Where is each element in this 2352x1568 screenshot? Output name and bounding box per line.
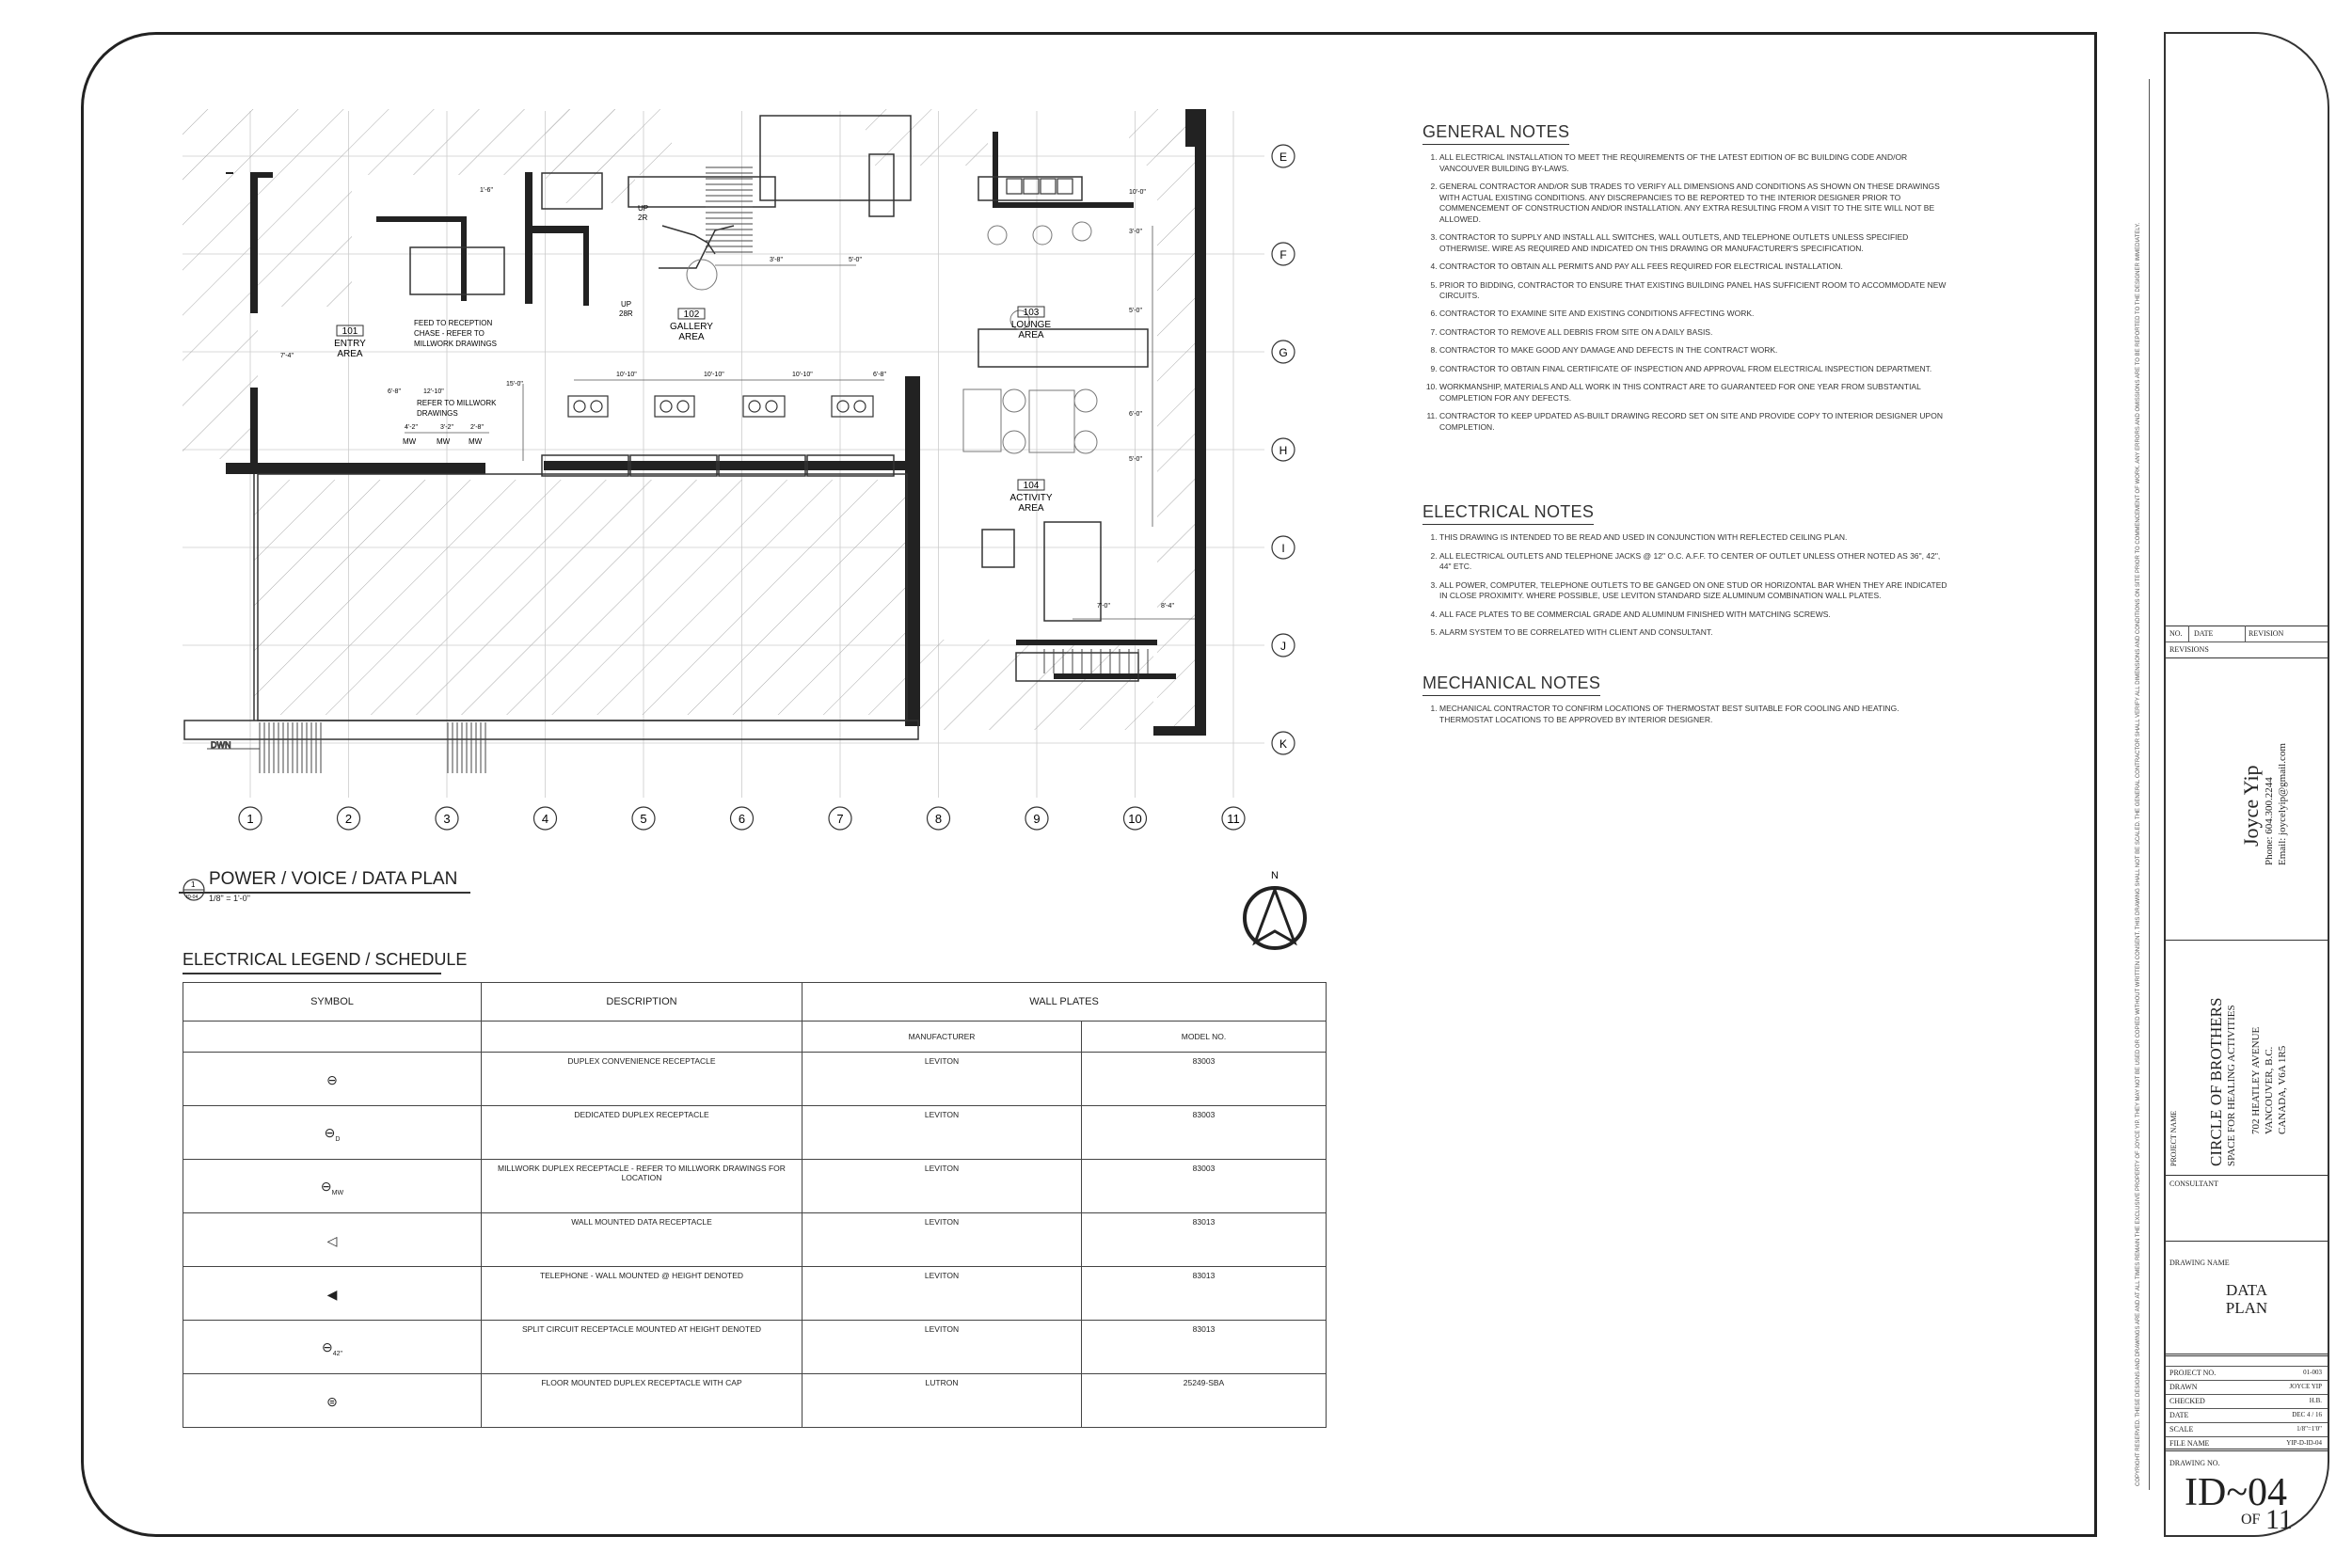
legend-table — [183, 982, 1327, 1428]
legend-symbol: ⊜ — [183, 1374, 482, 1428]
plan-annotation: UP — [621, 300, 632, 309]
mechanical-notes-list — [1422, 704, 1949, 725]
legend-row — [183, 1106, 1327, 1160]
note-item: 4. ALL FACE PLATES TO BE COMMERCIAL GRADE AND ALUMINUM FINISHED WITH MATCHING SCREWS. — [1439, 610, 1949, 620]
legend-symbol: $⊖_{42"}$ — [183, 1321, 482, 1374]
grid-col-label: 8 — [934, 812, 943, 826]
dimension-label: 3'-8" — [770, 257, 783, 263]
drawing-number-section — [2166, 1449, 2328, 1539]
info-row: DATE DEC 4 / 16 — [2166, 1408, 2328, 1422]
info-row: PROJECT NO. 01-003 — [2166, 1366, 2328, 1380]
legend-manufacturer: LEVITON — [803, 1213, 1082, 1267]
legend-row — [183, 1213, 1327, 1267]
project-name: CIRCLE OF BROTHERS — [2207, 997, 2225, 1166]
designer-section — [2166, 657, 2328, 940]
plan-title: POWER / VOICE / DATA PLAN — [209, 869, 458, 889]
plan-annotation: DRAWINGS — [417, 409, 458, 418]
room-name: ACTIVITY — [1009, 493, 1053, 503]
legend-description: FLOOR MOUNTED DUPLEX RECEPTACLE WITH CAP — [482, 1374, 803, 1428]
note-item: 9. CONTRACTOR TO OBTAIN FINAL CERTIFICATE OF INSPECTION AND APPROVAL FROM ELECTRICAL INSPECTION DEPARTMENT. — [1439, 364, 1949, 374]
grid-col-label: 9 — [1033, 812, 1041, 826]
plan-annotation: MW — [469, 437, 483, 446]
plan-annotation: REFER TO MILLWORK — [417, 399, 497, 407]
legend-description: DUPLEX CONVENIENCE RECEPTACLE — [482, 1053, 803, 1106]
room-name-2: AREA — [678, 332, 705, 342]
legend-model: 83003 — [1082, 1053, 1327, 1106]
note-item: 6. CONTRACTOR TO EXAMINE SITE AND EXISTING CONDITIONS AFFECTING WORK. — [1439, 309, 1949, 319]
dimension-label: 1'-6" — [480, 187, 493, 194]
drawing-name-section — [2166, 1241, 2328, 1354]
room-name-2: AREA — [1018, 330, 1044, 341]
note-item: 11. CONTRACTOR TO KEEP UPDATED AS-BUILT DRAWING RECORD SET ON SITE AND PROVIDE COPY TO INTERIOR DESIGNER UPON COMPLETION. — [1439, 411, 1949, 433]
mechanical-notes-title: MECHANICAL NOTES — [1422, 672, 1600, 696]
note-item: 8. CONTRACTOR TO MAKE GOOD ANY DAMAGE AND DEFECTS IN THE CONTRACT WORK. — [1439, 345, 1949, 356]
legend-manufacturer: LEVITON — [803, 1321, 1082, 1374]
legend-symbol: ◁ — [183, 1213, 482, 1267]
grid-row-label: F — [1279, 248, 1287, 261]
stairs-down-label: DWN — [211, 740, 231, 750]
note-item: 7. CONTRACTOR TO REMOVE ALL DEBRIS FROM SITE ON A DAILY BASIS. — [1439, 327, 1949, 338]
grid-row-label: J — [1280, 640, 1286, 653]
info-row: SCALE 1/8"=1'0" — [2166, 1422, 2328, 1436]
info-row: DRAWN JOYCE YIP — [2166, 1380, 2328, 1394]
dimension-label: 8'-4" — [1161, 603, 1174, 610]
project-address-1: 702 HEATLEY AVENUE — [2250, 1026, 2262, 1134]
revisions-header: NO. DATE REVISION — [2166, 626, 2328, 641]
legend-row — [183, 1321, 1327, 1374]
electrical-notes-list — [1422, 532, 1949, 638]
legend-manufacturer: LEVITON — [803, 1267, 1082, 1321]
room-number: 102 — [683, 309, 700, 320]
dimension-label: 6'-8" — [873, 372, 886, 378]
grid-row-label: H — [1279, 444, 1288, 457]
legend-model: 83013 — [1082, 1321, 1327, 1374]
legend-description: DEDICATED DUPLEX RECEPTACLE — [482, 1106, 803, 1160]
consultant-section: CONSULTANT — [2166, 1175, 2328, 1241]
plan-annotation: CHASE - REFER TO — [414, 329, 485, 338]
detail-number: 1 — [191, 880, 196, 889]
room-name-2: AREA — [1018, 503, 1044, 514]
legend-symbol: $⊖_{MW}$ — [183, 1160, 482, 1213]
room-name: GALLERY — [670, 322, 713, 332]
legend-model: 25249-SBA — [1082, 1374, 1327, 1428]
legend-row — [183, 1160, 1327, 1213]
room-number: 101 — [342, 326, 358, 337]
grid-row-label: I — [1281, 542, 1285, 555]
dimension-label: 10'-10" — [616, 372, 637, 378]
drawing-total: 11 — [2265, 1504, 2293, 1535]
legend-row — [183, 1374, 1327, 1428]
title-block — [2164, 32, 2329, 1537]
plan-annotation: 2R — [638, 214, 648, 222]
dimension-label: 5'-0" — [1129, 308, 1142, 314]
copyright-note: COPYRIGHT RESERVED. THESE DESIGNS AND DRAWINGS ARE AND AT ALL TIMES REMAIN THE EXCLUSIVE PROPERTY OF JOYCE YIP. THEY MAY NOT BE USED OR COPIED WITHOUT WRITTEN CONSENT. THIS DRAWING SHALL NOT BE SCALED. THE GENERAL CONTRACTOR SHALL VERIFY ALL DIMENSIONS AND CONDITIONS ON SITE PRIOR TO COMMENCEMENT OF WORK. ANY ERRORS AND OMISSIONS ARE TO BE REPORTED TO THE DESIGNER IMMEDIATELY. — [2136, 222, 2141, 1486]
dimension-label: 5'-0" — [849, 257, 862, 263]
electrical-notes — [1422, 500, 1949, 646]
dimension-label: 5'-0" — [1129, 456, 1142, 463]
electrical-notes-title: ELECTRICAL NOTES — [1422, 500, 1594, 525]
plan-scale: 1/8" = 1'-0" — [209, 894, 250, 903]
drawing-name-1: DATA — [2226, 1281, 2267, 1299]
note-item: 2. ALL ELECTRICAL OUTLETS AND TELEPHONE JACKS @ 12" O.C. A.F.F. TO CENTER OF OUTLET UNLESS OTHER NOTED AS 36", 42", 44" ETC. — [1439, 551, 1949, 573]
dimension-label: 4'-2" — [405, 424, 418, 431]
note-item: 1. ALL ELECTRICAL INSTALLATION TO MEET THE REQUIREMENTS OF THE LATEST EDITION OF BC BUILDING CODE AND/OR VANCOUVER BUILDING BY-LAWS. — [1439, 152, 1949, 174]
note-item: 5. PRIOR TO BIDDING, CONTRACTOR TO ENSURE THAT EXISTING BUILDING PANEL HAS SUFFICIENT ROOM TO ACCOMMODATE NEW CIRCUITS. — [1439, 280, 1949, 302]
legend-description: TELEPHONE - WALL MOUNTED @ HEIGHT DENOTED — [482, 1267, 803, 1321]
legend-title: ELECTRICAL LEGEND / SCHEDULE — [183, 950, 468, 969]
detail-sheet: ID-04 — [186, 895, 199, 900]
grid-col-label: 6 — [738, 812, 746, 826]
legend-model: 83003 — [1082, 1106, 1327, 1160]
legend-header-description: DESCRIPTION — [482, 983, 803, 1022]
legend-symbol: ⊖ — [183, 1053, 482, 1106]
grid-col-label: 4 — [541, 812, 549, 826]
legend-underline — [183, 973, 441, 974]
project-subtitle: SPACE FOR HEALING ACTIVITIES — [2226, 1005, 2237, 1166]
legend-symbol: $⊖_D$ — [183, 1106, 482, 1160]
grid-col-label: 11 — [1227, 812, 1240, 826]
plan-annotation: MW — [437, 437, 451, 446]
project-address-2: VANCOUVER, B.C. — [2264, 1046, 2275, 1134]
legend-model: 83003 — [1082, 1160, 1327, 1213]
legend-description: WALL MOUNTED DATA RECEPTACLE — [482, 1213, 803, 1267]
note-item: 4. CONTRACTOR TO OBTAIN ALL PERMITS AND PAY ALL FEES REQUIRED FOR ELECTRICAL INSTALLATION. — [1439, 261, 1949, 272]
project-address-3: CANADA, V6A 1R5 — [2277, 1045, 2288, 1134]
legend-subheader-manufacturer: MANUFACTURER — [803, 1022, 1082, 1053]
room-name-2: AREA — [337, 349, 363, 359]
general-notes-title: GENERAL NOTES — [1422, 120, 1569, 145]
legend-row — [183, 1267, 1327, 1321]
room-name: ENTRY — [334, 339, 366, 349]
note-item: 3. CONTRACTOR TO SUPPLY AND INSTALL ALL SWITCHES, WALL OUTLETS, AND TELEPHONE OUTLETS UNLESS SPECIFIED OTHERWISE. WIRE AS REQUIRED AND INDICATED ON THIS DRAWING OR MANUFACTURER'S SPECIFICATION. — [1439, 232, 1949, 254]
legend-description: SPLIT CIRCUIT RECEPTACLE MOUNTED AT HEIGHT DENOTED — [482, 1321, 803, 1374]
legend-header-wall-plates: WALL PLATES — [803, 983, 1327, 1022]
general-notes — [1422, 120, 1949, 440]
north-label: N — [1271, 870, 1279, 881]
north-arrow — [1245, 870, 1305, 948]
dimension-label: 7'-0" — [1097, 603, 1110, 610]
legend-manufacturer: LEVITON — [803, 1160, 1082, 1213]
note-item: 5. ALARM SYSTEM TO BE CORRELATED WITH CLIENT AND CONSULTANT. — [1439, 627, 1949, 638]
legend-subheader-model: MODEL NO. — [1082, 1022, 1327, 1053]
dimension-label: 6'-8" — [388, 388, 401, 395]
designer-phone: Phone: 604.300.2244 — [2264, 777, 2275, 865]
info-row: FILE NAME YIP-D-ID-04 — [2166, 1436, 2328, 1450]
legend-description: MILLWORK DUPLEX RECEPTACLE - REFER TO MILLWORK DRAWINGS FOR LOCATION — [482, 1160, 803, 1213]
legend-model: 83013 — [1082, 1267, 1327, 1321]
note-item: 3. ALL POWER, COMPUTER, TELEPHONE OUTLETS TO BE GANGED ON ONE STUD OR HORIZONTAL BAR WHEN THEY ARE INDICATED IN CLOSE PROXIMITY. WHERE POSSIBLE, USE LEVITON STANDARD SIZE ALUMINUM COMBINATION WALL PLATES. — [1439, 580, 1949, 602]
legend-row — [183, 1053, 1327, 1106]
legend-manufacturer: LEVITON — [803, 1106, 1082, 1160]
dimension-label: 7'-4" — [280, 353, 294, 359]
drawing-of: OF — [2241, 1512, 2261, 1528]
project-section — [2166, 940, 2328, 1175]
drawing-name-label: DRAWING NAME — [2169, 1259, 2230, 1267]
plan-annotation: UP — [638, 204, 649, 213]
room-name: LOUNGE — [1010, 320, 1052, 330]
grid-col-label: 2 — [344, 812, 353, 826]
grid-col-label: 10 — [1128, 812, 1142, 826]
plan-annotation: MILLWORK DRAWINGS — [414, 340, 498, 348]
project-label: PROJECT NAME — [2169, 1110, 2178, 1166]
dimension-label: 3'-0" — [1129, 229, 1142, 235]
grid-col-label: 5 — [640, 812, 647, 826]
plan-annotation: 28R — [619, 309, 633, 318]
grid-col-label: 3 — [443, 812, 451, 826]
grid-row-label: G — [1279, 346, 1288, 359]
note-item: 10. WORKMANSHIP, MATERIALS AND ALL WORK IN THIS CONTRACT ARE TO GUARANTEED FOR ONE YEAR FROM SUBSTANTIAL COMPLETION FOR ANY DEFECTS. — [1439, 382, 1949, 404]
revisions-label: REVISIONS — [2166, 641, 2328, 657]
dimension-label: 10'-0" — [1129, 189, 1146, 196]
plan-title-bubble — [183, 879, 204, 900]
legend-header-symbol: SYMBOL — [183, 983, 482, 1022]
grid-col-label: 7 — [836, 812, 844, 826]
grid-col-label: 1 — [246, 812, 254, 826]
room-number: 103 — [1023, 308, 1040, 318]
designer-email: Email: joycelyip@gmail.com — [2277, 743, 2288, 865]
dimension-label: 15'-0" — [506, 381, 523, 388]
note-item: 1. THIS DRAWING IS INTENDED TO BE READ AND USED IN CONJUNCTION WITH REFLECTED CEILING PLAN. — [1439, 532, 1949, 543]
designer-name: Joyce Yip — [2239, 765, 2263, 847]
legend-manufacturer: LUTRON — [803, 1374, 1082, 1428]
note-item: 1. MECHANICAL CONTRACTOR TO CONFIRM LOCATIONS OF THERMOSTAT BEST SUITABLE FOR COOLING AND HEATING. THERMOSTAT LOCATIONS TO BE APPROVED BY INTERIOR DESIGNER. — [1439, 704, 1949, 725]
mechanical-notes — [1422, 672, 1949, 733]
legend-manufacturer: LEVITON — [803, 1053, 1082, 1106]
grid-row-label: E — [1279, 150, 1288, 164]
dimension-label: 10'-10" — [704, 372, 724, 378]
grid-row-label: K — [1279, 737, 1288, 751]
plan-annotation: MW — [403, 437, 417, 446]
dimension-label: 6'-0" — [1129, 411, 1142, 418]
plan-annotation: FEED TO RECEPTION — [414, 319, 493, 327]
dimension-label: 12'-10" — [423, 388, 444, 395]
room-number: 104 — [1023, 481, 1040, 491]
general-notes-list — [1422, 152, 1949, 433]
dimension-label: 3'-2" — [440, 424, 453, 431]
copyright-rule — [2149, 79, 2150, 1490]
drawing-name-2: PLAN — [2225, 1299, 2268, 1317]
legend-model: 83013 — [1082, 1213, 1327, 1267]
note-item: 2. GENERAL CONTRACTOR AND/OR SUB TRADES TO VERIFY ALL DIMENSIONS AND CONDITIONS AS SHOWN ON THESE DRAWINGS WITH ACTUAL EXISTING CONDITIONS. ANY DISCREPANCIES TO BE REPORTED TO THE INTERIOR DESIGNER PRIOR TO COMMENCEMENT OF CONSTRUCTION AND/OR INSTALLATION. ANY EXTRA RESULTING FROM A VISIT TO THE SITE WILL NOT BE ALLOWED. — [1439, 182, 1949, 225]
drawing-number: ID~04 — [2185, 1471, 2288, 1514]
legend-symbol: ◀ — [183, 1267, 482, 1321]
info-row: CHECKED H.B. — [2166, 1394, 2328, 1408]
dimension-label: 10'-10" — [792, 372, 813, 378]
dimension-label: 2'-8" — [470, 424, 484, 431]
drawing-no-label: DRAWING NO. — [2169, 1459, 2220, 1467]
